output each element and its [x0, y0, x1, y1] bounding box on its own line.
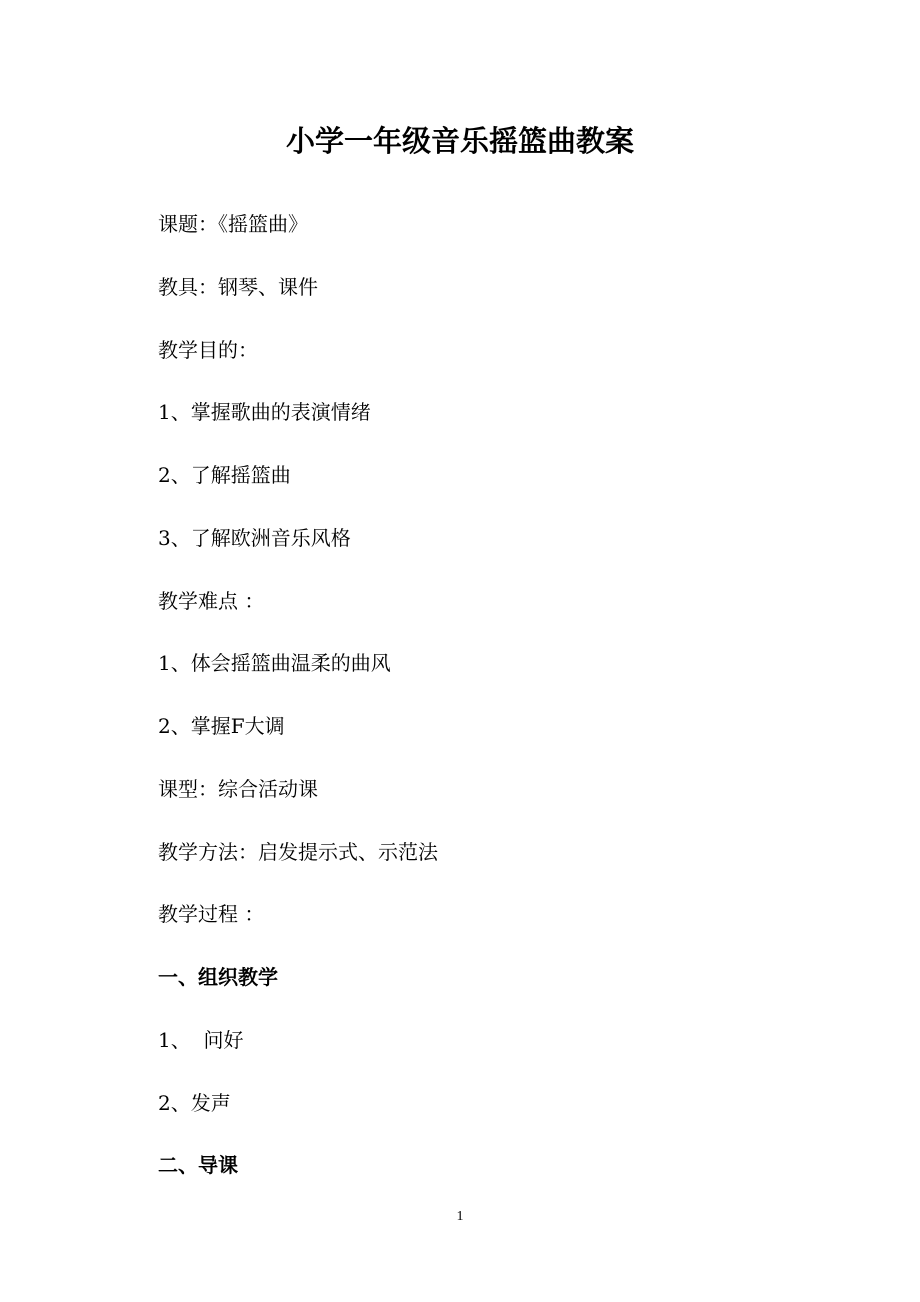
teaching-methods: 教学方法：启发提示式、示范法: [158, 840, 438, 864]
step-item-1: 1、 问好: [158, 1028, 244, 1052]
teaching-aids: 教具：钢琴、课件: [158, 275, 318, 299]
lesson-type: 课型：综合活动课: [158, 777, 318, 801]
difficulty-item-2: 2、掌握F大调: [158, 714, 285, 738]
document-title: 小学一年级音乐摇篮曲教案: [285, 124, 634, 158]
section-heading-1: 一、组织教学: [158, 965, 278, 989]
difficulties-heading: 教学难点 ：: [158, 589, 265, 613]
process-heading: 教学过程 ：: [158, 902, 265, 926]
page-number: 1: [456, 1209, 464, 1224]
section-heading-2: 二、导课: [158, 1153, 238, 1177]
lesson-topic: 课题：《摇篮曲》: [158, 212, 308, 236]
objective-item-3: 3、了解欧洲音乐风格: [158, 526, 351, 550]
objectives-heading: 教学目的：: [158, 338, 258, 362]
objective-item-2: 2、了解摇篮曲: [158, 463, 291, 487]
objective-item-1: 1、掌握歌曲的表演情绪: [158, 400, 371, 424]
difficulty-item-1: 1、体会摇篮曲温柔的曲风: [158, 651, 391, 675]
step-item-2: 2、发声: [158, 1091, 231, 1115]
